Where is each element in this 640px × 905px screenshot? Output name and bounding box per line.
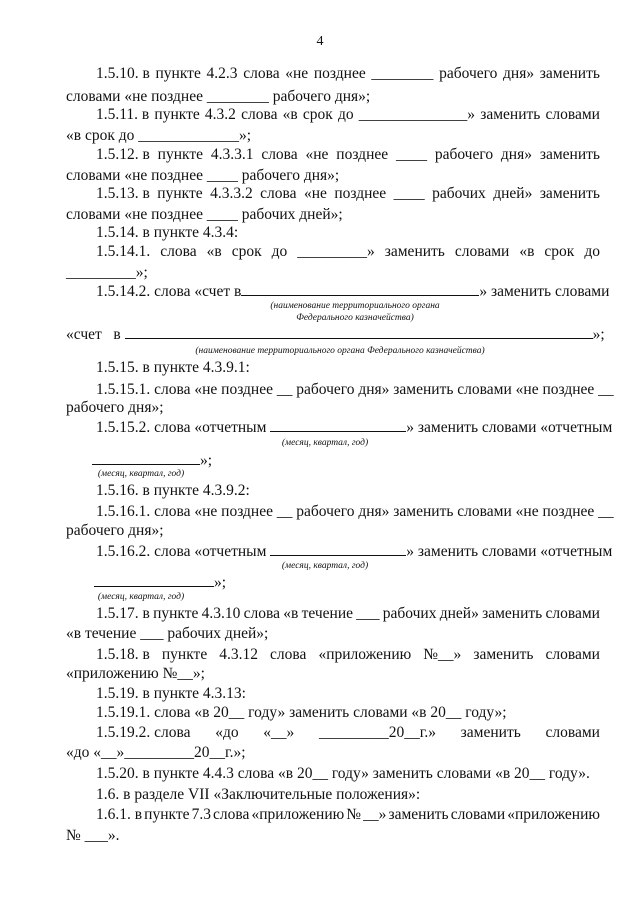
word: заменить <box>460 724 521 741</box>
caption-territorial-body-3: (наименование территориального органа Федерального казначейства) <box>195 346 485 356</box>
word: 1.5.17. в <box>96 605 150 622</box>
word: рабочих <box>382 605 437 622</box>
para-1-5-16-2-line1 <box>96 542 613 562</box>
para-1-5-16-2-line2 <box>66 573 600 593</box>
word: ____ <box>393 185 425 202</box>
para-1-5-14-2-end: » заменить словами <box>479 283 610 300</box>
blank-line <box>92 451 200 465</box>
word: «в <box>519 243 535 260</box>
word: словами <box>545 646 600 663</box>
blank-line <box>270 418 406 432</box>
word: заменить <box>384 243 445 260</box>
word: словами <box>450 806 506 823</box>
para-1-5-19-2-line2: «до «__»_________20__г.»; <box>66 744 246 761</box>
para-1-5-12-line2: словами «не позднее ____ рабочего дня»; <box>66 167 340 184</box>
word: заменить <box>482 605 543 622</box>
word: срок <box>544 243 575 260</box>
para-1-5-17-line1 <box>96 604 600 624</box>
para-1-5-19-1: 1.5.19.1. слова «в 20__ году» заменить словами «в 20__ году»; <box>96 704 507 721</box>
word: пункте <box>144 806 190 823</box>
word: «не <box>305 146 329 163</box>
word: ____ <box>395 146 427 163</box>
para-1-6-1-line1 <box>96 805 600 825</box>
word: срок <box>302 106 333 123</box>
word: позднее <box>313 65 366 82</box>
word: до <box>337 106 354 123</box>
word: пункте <box>161 646 208 663</box>
word: словами <box>454 243 510 260</box>
caption-period-2: (месяц, квартал, год) <box>97 469 185 479</box>
word: словами <box>545 724 600 741</box>
word: слова <box>243 65 280 82</box>
word: _________» <box>297 243 375 260</box>
word: 1.5.19.2. слова <box>96 724 191 741</box>
word: ___ <box>356 605 380 622</box>
word: пункте <box>155 65 201 82</box>
para-1-5-16-2-start: 1.5.16.2. слова «отчетным <box>96 543 267 560</box>
word: 7.3 <box>191 806 211 823</box>
word: позднее <box>336 146 389 163</box>
word: пункте <box>157 146 203 163</box>
word: 1.5.13. в <box>96 185 150 202</box>
para-1-5-14-2-line1 <box>96 282 610 302</box>
word: слова <box>270 646 307 663</box>
caption-period-4: (месяц, квартал, год) <box>97 592 185 602</box>
word: заменить <box>480 106 541 123</box>
word: ______________» <box>358 106 476 123</box>
word: заменить <box>539 146 600 163</box>
word: слова <box>213 806 250 823</box>
para-1-5-15-1-line2: рабочего дня»; <box>66 399 164 416</box>
para-1-5-16: 1.5.16. в пункте 4.3.9.2: <box>96 482 250 499</box>
word: дня» <box>500 146 532 163</box>
para-1-5-15-2-line2 <box>66 451 600 471</box>
blank-line <box>241 282 479 296</box>
caption-period-3: (месяц, квартал, год) <box>281 561 369 571</box>
word: дней» <box>493 185 533 202</box>
word: «не <box>303 185 327 202</box>
word: дней» <box>439 605 479 622</box>
word: _________20__г.» <box>318 724 436 741</box>
para-1-5-14-2-line2 <box>66 325 605 345</box>
para-1-5-14: 1.5.14. в пункте 4.3.4: <box>96 224 239 241</box>
word: заменить <box>473 646 534 663</box>
word: 1.5.11. в <box>96 106 150 123</box>
word: слова <box>243 605 281 622</box>
para-1-6: 1.6. в разделе VII «Заключительные положения»: <box>96 786 421 803</box>
word: слова <box>260 185 297 202</box>
word: «в <box>282 106 298 123</box>
blank-line <box>94 573 214 587</box>
para-1-5-16-1-line2: рабочего дня»; <box>66 522 164 539</box>
para-1-5-10-line2: словами «не позднее ________ рабочего дня»; <box>66 88 371 105</box>
word: пункте <box>153 605 199 622</box>
word: пункте <box>157 185 203 202</box>
caption-territorial-body-1: (наименование территориального органа <box>270 301 440 311</box>
word: 1.5.14.1. <box>96 243 151 260</box>
word: «в <box>283 605 299 622</box>
word: «не <box>285 65 309 82</box>
word: 1.5.10. в <box>96 65 150 82</box>
word: 4.3.12 <box>219 646 258 663</box>
word: слова <box>241 106 278 123</box>
word: течение <box>301 605 354 622</box>
para-1-5-15: 1.5.15. в пункте 4.3.9.1: <box>96 359 250 376</box>
word: заменить <box>388 806 449 823</box>
para-1-5-18-line2: «приложению №__»; <box>66 665 205 682</box>
para-1-5-15-2-line1 <box>96 418 613 438</box>
word: рабочего <box>439 65 498 82</box>
para-1-5-18-line1 <box>96 645 600 665</box>
word: «до <box>215 724 239 741</box>
para-1-5-13-line2: словами «не позднее ____ рабочих дней»; <box>66 206 343 223</box>
word: 4.3.2 <box>204 106 236 123</box>
blank-line <box>270 542 406 556</box>
para-1-5-16-2-line2-end: »; <box>214 574 227 591</box>
word: «приложению <box>251 806 345 823</box>
blank-line <box>125 325 593 339</box>
word: 4.3.3.2 <box>210 185 253 202</box>
word: до <box>271 243 288 260</box>
word: «приложению <box>318 646 412 663</box>
caption-territorial-body-2: Федерального казначейства) <box>296 313 414 323</box>
word: позднее <box>334 185 387 202</box>
word: № <box>346 806 362 823</box>
word: рабочих <box>432 185 486 202</box>
word: слова <box>261 146 298 163</box>
para-1-5-11-line1 <box>96 105 600 125</box>
word: словами <box>545 106 600 123</box>
para-1-5-14-2-line2-end: »; <box>592 326 605 343</box>
para-1-5-11-line2: «в срок до _____________»; <box>66 127 252 144</box>
para-1-5-17-line2: «в течение ___ рабочих дней»; <box>66 625 269 642</box>
word: 4.3.3.1 <box>210 146 254 163</box>
para-1-5-19: 1.5.19. в пункте 4.3.13: <box>96 685 246 702</box>
word: заменить <box>539 185 600 202</box>
word: рабочего <box>434 146 494 163</box>
word: 4.3.10 <box>201 605 241 622</box>
word: №__» <box>423 646 462 663</box>
word: 4.2.3 <box>206 65 238 82</box>
para-1-5-14-2-start: 1.5.14.2. слова «счет в <box>96 283 242 300</box>
para-1-5-15-2-end: » заменить словами «отчетным <box>406 419 613 436</box>
para-1-5-20: 1.5.20. в пункте 4.4.3 слова «в 20__ году» заменить словами «в 20__ году». <box>96 765 590 782</box>
word: пункте <box>154 106 200 123</box>
word: заменить <box>539 65 600 82</box>
word: «приложению <box>507 806 600 823</box>
word: 1.5.18. в <box>96 646 150 663</box>
word: ________ <box>371 65 434 82</box>
para-1-5-16-1-line1: 1.5.16.1. слова «не позднее __ рабочего дня» заменить словами «не позднее __ <box>96 503 614 520</box>
para-1-5-14-2-line2-start: «счет в <box>66 326 121 343</box>
para-1-5-15-1-line1: 1.5.15.1. слова «не позднее __ рабочего дня» заменить словами «не позднее __ <box>96 381 614 398</box>
para-1-5-19-2-line1 <box>96 723 600 743</box>
word: «__» <box>263 724 295 741</box>
word: срок <box>231 243 262 260</box>
word: до <box>584 243 600 260</box>
para-1-5-15-2-start: 1.5.15.2. слова «отчетным <box>96 419 267 436</box>
para-1-5-15-2-line2-end: »; <box>200 452 213 469</box>
word: 1.5.12. в <box>96 146 150 163</box>
para-1-6-1-line2: № ___». <box>66 827 120 844</box>
word: 1.6.1. в <box>96 806 143 823</box>
para-1-5-14-1-line1 <box>96 242 600 262</box>
word: словами <box>545 605 600 622</box>
caption-period-1: (месяц, квартал, год) <box>281 438 369 448</box>
para-1-5-12-line1 <box>96 145 600 165</box>
para-1-5-13-line1 <box>96 184 600 204</box>
page-number: 4 <box>316 34 324 49</box>
word: __» <box>363 806 387 823</box>
para-1-5-10-line1 <box>96 64 600 84</box>
word: слова <box>160 243 197 260</box>
para-1-5-16-2-end: » заменить словами «отчетным <box>406 543 613 560</box>
word: «в <box>206 243 222 260</box>
word: дня» <box>503 65 535 82</box>
para-1-5-14-1-line2: _________»; <box>66 264 148 281</box>
